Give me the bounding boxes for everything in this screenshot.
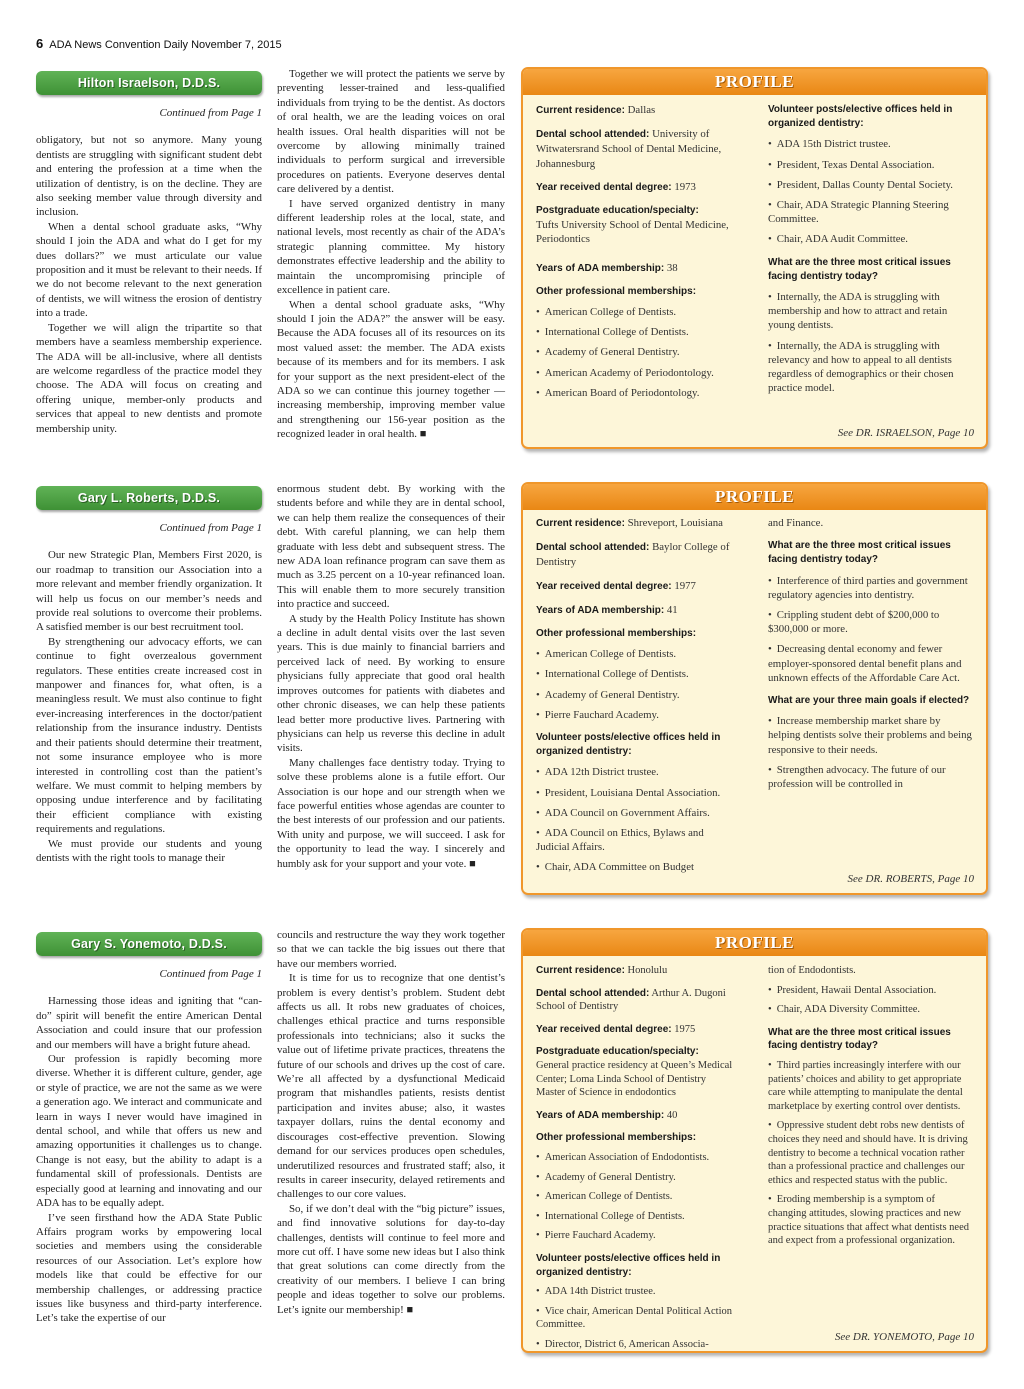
volunteer-list <box>768 137 973 246</box>
school-value: Arthur A. Dugoni School of Dentistry <box>536 987 726 1013</box>
list-item: • President, Dallas County Dental Society. <box>768 178 973 192</box>
volunteer-continued: and Finance. <box>768 517 824 529</box>
list-item: • Chair, ADA Committee on Budget <box>536 860 736 874</box>
residence-value: Honolulu <box>627 965 668 976</box>
volunteer-list <box>536 1285 736 1351</box>
school-label: Dental school attended: <box>536 542 650 554</box>
list-item: • Internally, the ADA is struggling with membership and how to attract and retain young dentists. <box>768 290 973 333</box>
membership-years-label: Years of ADA membership: <box>536 604 665 616</box>
paragraph: By strengthening our advocacy efforts, we can continue to fight overzealous government regulators. These entities create increased cost in manpower and finances for, what often, is a meaningless result. We must also continue to fight ever-increasing interferences in the doctor/patient relationship from the insurance industry. Dentists and their patients should determine their treatment, not some insurance employee who is more interested in controlling cost than the patient’s welfare. We must commit to helping members by opposing undue interference and by facilitating their efficient compliance with existing requirements and regulations. <box>36 635 262 836</box>
issues-label: What are the three most critical issues facing dentistry today? <box>768 1026 951 1052</box>
profile-column-left <box>536 516 736 875</box>
paragraph: It is time for us to recognize that one dentist’s problem is every dentist’s problem. Student debt affects us all. It robs new graduates of choices, challenges ethical practice and turns responsible professionals into technicians; also it sucks the value out of lifetime private practices, threatens the future of our schools and drives up the cost of care. We’re all affected by a dysfunctional Medicaid program that mishandles patients, resists dentist participation and invites abuse; also, it wastes taxpayer dollars, ruins the dental economy and discourages cost-effective prevention. Slowing demand for our services produces open schedules, underutilized resources and frustrated staff; also, it results in career insecurity, delayed retirements and challenges to our core values. <box>277 972 505 1201</box>
profile-box <box>521 67 988 449</box>
continued-reference: See DR. YONEMOTO, Page 10 <box>834 1331 974 1343</box>
memberships-label: Other professional memberships: <box>536 285 697 297</box>
list-item: • Chair, ADA Diversity Committee. <box>768 1003 973 1017</box>
list-item: • Eroding membership is a symptom of changing attitudes, slowing practices and new practice situations that affect what dentists need and expect from a professional organization. <box>768 1193 973 1247</box>
paragraph: enormous student debt. By working with the students before and while they are in dental school, we can help them realize the consequences of their debt. With careful planning, we can help them graduate with less debt and subsequent stress. The new ADA loan refinance program can save them as much as 3.25 percent on a 10-year refinanced loan. This will enable them to more securely transition into practice and succeed. <box>277 483 505 611</box>
list-item: • International College of Dentists. <box>536 325 736 339</box>
page-folio <box>36 36 282 51</box>
list-item: • American Academy of Periodontology. <box>536 366 736 380</box>
candidate-section-israelson <box>36 67 988 457</box>
paragraph: Many challenges face dentistry today. Trying to solve these problems alone is a futile effort. Our Association is our hope and our strength when we face powerful entities whose agendas are counter to the best interests of our profession and our patients. With unity and purpose, we will succeed. I ask for the opportunity to lead the way. I sincerely and humbly ask for your support and your vote. ■ <box>277 756 505 870</box>
list-item: • Crippling student debt of $200,000 to $300,000 or more. <box>768 608 973 636</box>
list-item: • Decreasing dental economy and fewer employer-sponsored dental benefit plans and unknown effects of the Affordable Care Act. <box>768 642 973 685</box>
article-column-2 <box>277 928 505 1317</box>
candidate-name-tab: Gary S. Yonemoto, D.D.S. <box>36 932 262 956</box>
paragraph: councils and restructure the way they work together so that we can tackle the big issues out there that have our members worried. <box>277 929 505 970</box>
volunteer-label: Volunteer posts/elective offices held in organized dentistry: <box>768 104 953 130</box>
profile-column-left <box>536 964 736 1351</box>
memberships-label: Other professional memberships: <box>536 1132 697 1144</box>
issues-list <box>768 290 973 395</box>
paragraph: Together we will protect the patients we serve by preventing lesser-trained and less-qualified individuals from trying to be the dentist. As doctors of oral health, we are the leading voices on oral health issues. Oral health disparities will not be overcome by allowing minimally trained individuals to perform surgical and irreversible procedures on patients. Everyone deserves dental care delivered by a dentist. <box>277 68 505 196</box>
membership-years-value: 41 <box>666 603 678 616</box>
paragraph: Together we will align the tripartite so that members have a seamless membership experience. The ADA will be all-inclusive, where all dentists are welcome regardless of the practice model they choose. The ADA will focus on creating and offering unique, member-only products and services that appeal to new dentists and promote membership unity. <box>36 321 262 435</box>
paragraph: When a dental school graduate asks, “Why should I join the ADA?” the answer will be easy. Because the ADA focuses all of its resources on its most valued asset: the member. The ADA exists because of its members and for its members. I ask for your support as the next president-elect of the ADA so we can continue this journey together — increasing membership, improving member value and strengthening our 156-year position as the recognized leader in oral health. ■ <box>277 298 505 441</box>
paragraph: When a dental school graduate asks, “Why should I join the ADA and what do I get for my dues dollars?” we must articulate our value proposition and it must be relevant to their needs. If we do not become relevant to the next generation of dentists, we will witness the erosion of dentistry into a trade. <box>36 220 262 320</box>
list-item: • ADA 12th District trustee. <box>536 765 736 779</box>
membership-years-label: Years of ADA membership: <box>536 1109 665 1121</box>
residence-value: Dallas <box>627 104 656 116</box>
list-item: • ADA Council on Ethics, Bylaws and Judicial Affairs. <box>536 826 736 854</box>
list-item: • International College of Dentists. <box>536 1210 736 1224</box>
continued-reference: See DR. ROBERTS, Page 10 <box>847 873 974 885</box>
postgrad-label: Postgraduate education/specialty: <box>536 205 699 217</box>
degree-year-label: Year received dental degree: <box>536 181 672 193</box>
degree-year-value: 1973 <box>674 180 696 193</box>
list-item: • President, Louisiana Dental Association. <box>536 786 736 800</box>
paragraph: obligatory, but not so anymore. Many young dentists are struggling with significant student debt and entering the profession at a time when the utilization of dentistry, is on the decline. They are also seeking member value through diversity and inclusion. <box>36 134 262 219</box>
profile-box <box>521 482 988 895</box>
paragraph: We must provide our students and young dentists with the right tools to manage their <box>36 837 262 864</box>
residence-label: Current residence: <box>536 518 625 529</box>
list-item: • Third parties increasingly interfere with our patients’ choices and ability to get appropriate care while attempting to manipulate the dental marketplace by exerting control over dentists. <box>768 1059 973 1113</box>
continued-note: Continued from Page 1 <box>159 522 262 534</box>
continued-reference: See DR. ISRAELSON, Page 10 <box>837 427 974 439</box>
candidate-section-yonemoto <box>36 928 988 1368</box>
article-column-2 <box>277 482 505 871</box>
profile-column-right <box>768 964 973 1248</box>
list-item: • Pierre Fauchard Academy. <box>536 708 736 722</box>
paragraph: So, if we don’t deal with the “big picture” issues, and find innovative solutions for day-to-day challenges, dentists will continue to feel more and more cut off. I have some new ideas but I also think that great solutions can come directly from the creativity of our members. I believe I can bring people and ideas together to solve our problems. Let’s ignite our membership! ■ <box>277 1202 505 1316</box>
profile-column-left <box>536 103 736 400</box>
issues-list <box>768 574 973 685</box>
residence-label: Current residence: <box>536 965 625 976</box>
list-item: • Vice chair, American Dental Political Action Committee. <box>536 1305 736 1332</box>
degree-year-label: Year received dental degree: <box>536 1023 672 1035</box>
issues-label: What are the three most critical issues facing dentistry today? <box>768 540 951 566</box>
list-item: • Oppressive student debt robs new dentists of choices they need and should have. It is driving dentistry to become a technical vocation rather than a professional practice and challenges our ethics and respected status with the public. <box>768 1119 973 1187</box>
publication-line: ADA News Convention Daily November 7, 2015 <box>49 39 282 51</box>
continued-note: Continued from Page 1 <box>159 107 262 119</box>
paragraph: Our new Strategic Plan, Members First 2020, is our roadmap to transition our Association into a more relevant and member friendly organization. It will help us focus on our member’s needs and provide real solutions to overcome their problems. A satisfied member is our best recruitment tool. <box>36 549 262 634</box>
list-item: • ADA 14th District trustee. <box>536 1285 736 1299</box>
list-item: • ADA 15th District trustee. <box>768 137 973 151</box>
membership-years-value: 38 <box>666 261 678 274</box>
paragraph: I’ve seen firsthand how the ADA State Public Affairs program works by empowering local societies and members using the considerable resources of our Association. Let’s explore how models like that could be effective for our membership challenges, or addressing practice issues like busyness and third-party interference. Let’s take the expertise of our <box>36 1211 262 1325</box>
profile-header: PROFILE <box>523 69 986 95</box>
school-value: University of Witwatersrand School of Dental Medicine, Johannesburg <box>536 128 722 170</box>
list-item: • American College of Dentists. <box>536 647 736 661</box>
memberships-label: Other professional memberships: <box>536 628 697 640</box>
degree-year-value: 1975 <box>674 1023 696 1035</box>
goals-list <box>768 714 973 791</box>
candidate-name-tab: Gary L. Roberts, D.D.S. <box>36 486 262 510</box>
paragraph: A study by the Health Policy Institute has shown a decline in adult dental visits over the last seven years. This is due mainly to financial barriers and perceived lack of need. By working to ensure physicians fully appreciate that good oral health improves outcomes for patients with diabetes and other chronic diseases, we can help these patients lead better more productive lives. Partnering with physicians can help us reverse this decline in adult visits. <box>277 612 505 755</box>
profile-box <box>521 928 988 1353</box>
article-column-1 <box>36 71 262 436</box>
candidate-name-tab: Hilton Israelson, D.D.S. <box>36 71 262 95</box>
list-item: • Pierre Fauchard Academy. <box>536 1229 736 1243</box>
continued-note: Continued from Page 1 <box>159 968 262 980</box>
profile-column-right <box>768 103 973 395</box>
school-label: Dental school attended: <box>536 987 650 999</box>
list-item: • American Board of Periodontology. <box>536 386 736 400</box>
volunteer-label: Volunteer posts/elective offices held in organized dentistry: <box>536 732 721 758</box>
volunteer-continued: tion of Endodontists. <box>768 965 856 976</box>
list-item: • Interference of third parties and government regulatory agencies into dentistry. <box>768 574 973 602</box>
list-item: • Increase membership market share by helping dentists solve their problems and being responsive to their needs. <box>768 714 973 757</box>
list-item: • American Association of Endodontists. <box>536 1151 736 1165</box>
degree-year-label: Year received dental degree: <box>536 580 672 592</box>
profile-header: PROFILE <box>523 930 986 956</box>
list-item: • Director, District 6, American Associa- <box>536 1338 736 1352</box>
list-item: • Internally, the ADA is struggling with relevancy and how to appeal to all dentists regardless of demographics or their chosen practice model. <box>768 339 973 396</box>
membership-years-value: 40 <box>666 1109 678 1121</box>
list-item: • Strengthen advocacy. The future of our profession will be controlled in <box>768 763 973 791</box>
paragraph: Our profession is rapidly becoming more diverse. Whether it is different culture, gender, age or style of practice, we are not the same as we were a generation ago. We interact and communicate and learn in ways I never would have imagined in dental school, and while that offers us new and amazing opportunities it challenges us to change. Change is not easy, but the ability to adapt is a fundamental skill of professionals. Dentists are especially good at learning and innovating and our ADA has to be equally adept. <box>36 1053 262 1210</box>
postgrad-value: General practice residency at Queen’s Medical Center; Loma Linda School of Dentistry Master of Science in endodontics <box>536 1059 733 1099</box>
school-label: Dental school attended: <box>536 129 650 141</box>
profile-column-right <box>768 516 973 791</box>
list-item: • ADA Council on Government Affairs. <box>536 806 736 820</box>
list-item: • President, Texas Dental Association. <box>768 158 973 172</box>
issues-label: What are the three most critical issues facing dentistry today? <box>768 256 951 282</box>
page-number: 6 <box>36 36 44 51</box>
article-column-1 <box>36 486 262 865</box>
postgrad-value: Tufts University School of Dental Medicine, Periodontics <box>536 219 729 246</box>
list-item: • Academy of General Dentistry. <box>536 1171 736 1185</box>
volunteer-list <box>536 765 736 874</box>
volunteer-list-continued <box>768 984 973 1017</box>
memberships-list <box>536 305 736 400</box>
paragraph: Harnessing those ideas and igniting that “can-do” spirit will benefit the entire American Dental Association and could insure that our profession and our members will have a bright future ahead. <box>36 995 262 1051</box>
list-item: • Academy of General Dentistry. <box>536 688 736 702</box>
degree-year-value: 1977 <box>674 579 696 592</box>
profile-header: PROFILE <box>523 484 986 510</box>
issues-list <box>768 1059 973 1248</box>
goals-label: What are your three main goals if elected? <box>768 695 970 707</box>
article-column-2 <box>277 67 505 442</box>
article-column-1 <box>36 932 262 1326</box>
list-item: • President, Hawaii Dental Association. <box>768 984 973 998</box>
list-item: • Chair, ADA Strategic Planning Steering Committee. <box>768 198 973 226</box>
list-item: • International College of Dentists. <box>536 667 736 681</box>
candidate-section-roberts <box>36 482 988 902</box>
memberships-list <box>536 1151 736 1243</box>
school-value: Baylor College of Dentistry <box>536 541 730 569</box>
paragraph: I have served organized dentistry in many different leadership roles at the local, state, and national levels, most recently as chair of the ADA’s strategic planning committee. My history demonstrates effective leadership and the ability to maintain the uncompromising principle of excellence in patient care. <box>277 197 505 297</box>
list-item: • Academy of General Dentistry. <box>536 345 736 359</box>
residence-label: Current residence: <box>536 105 625 116</box>
residence-value: Shreveport, Louisiana <box>627 517 723 529</box>
list-item: • American College of Dentists. <box>536 1190 736 1204</box>
membership-years-label: Years of ADA membership: <box>536 262 665 274</box>
memberships-list <box>536 647 736 722</box>
list-item: • Chair, ADA Audit Committee. <box>768 232 973 246</box>
postgrad-label: Postgraduate education/specialty: <box>536 1046 699 1058</box>
volunteer-label: Volunteer posts/elective offices held in organized dentistry: <box>536 1252 721 1278</box>
list-item: • American College of Dentists. <box>536 305 736 319</box>
